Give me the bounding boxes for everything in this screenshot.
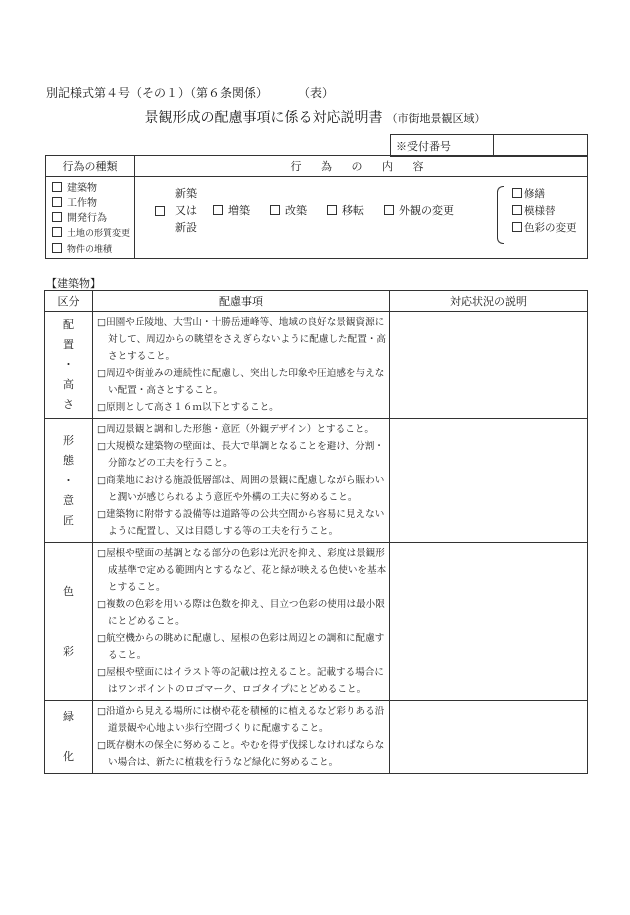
act-kind-header: 行為の種類 bbox=[46, 156, 135, 177]
response-cell[interactable] bbox=[390, 419, 588, 543]
row-form-design bbox=[45, 419, 588, 543]
consideration-item: □田園や丘陵地、大雪山・十勝岳連峰等、地域の良好な景観資源に対して、周辺からの眺望をさえぎらないように配慮した配置・高さとすること。 bbox=[97, 317, 387, 362]
front-side-label: （表） bbox=[298, 86, 335, 100]
act-content-header: 行 為 の 内 容 bbox=[135, 156, 588, 177]
sub-act-color-change[interactable]: 色彩の変更 bbox=[512, 220, 577, 237]
checkbox[interactable] bbox=[52, 182, 62, 192]
form-number-line bbox=[46, 84, 334, 101]
checkbox[interactable] bbox=[52, 197, 62, 207]
response-cell[interactable] bbox=[390, 543, 588, 701]
act-kind-table bbox=[45, 155, 588, 259]
consideration-item: □大規模な建築物の壁面は、長大で単調となることを避け、分割・分節などの工夫を行うこと。 bbox=[97, 441, 384, 469]
checkbox[interactable] bbox=[327, 205, 337, 215]
sub-act-remodel[interactable]: 模様替 bbox=[512, 203, 577, 220]
receipt-label: ※受付番号 bbox=[391, 135, 494, 157]
bracket-decoration bbox=[497, 186, 504, 244]
kind-building[interactable]: 建築物 bbox=[52, 181, 134, 196]
checkbox[interactable] bbox=[213, 205, 223, 215]
response-cell[interactable] bbox=[390, 701, 588, 774]
row-greening bbox=[45, 701, 588, 774]
category-cell: 色 彩 bbox=[45, 543, 93, 701]
title-sub: （市街地景観区域） bbox=[386, 112, 486, 125]
response-cell[interactable] bbox=[390, 312, 588, 419]
sub-act-repair[interactable]: 修繕 bbox=[512, 186, 577, 203]
act-kind-cell bbox=[46, 177, 135, 259]
category-cell: 緑 化 bbox=[45, 701, 93, 774]
title-main: 景観形成の配慮事項に係る対応説明書 bbox=[144, 110, 383, 126]
kind-land-change[interactable]: 土地の形質変更 bbox=[52, 226, 134, 242]
consideration-item: □原則として高さ１６ｍ以下とすること。 bbox=[97, 402, 279, 413]
act-appearance-change[interactable]: 外観の変更 bbox=[384, 202, 454, 218]
checkbox[interactable] bbox=[512, 205, 522, 215]
header-response: 対応状況の説明 bbox=[390, 291, 588, 312]
form-number: 別記様式第４号（その１）（第６条関係） bbox=[46, 86, 269, 100]
category-cell: 配 置 ・ 高 さ bbox=[45, 312, 93, 419]
header-considerations: 配慮事項 bbox=[93, 291, 390, 312]
sub-act-list bbox=[508, 186, 577, 237]
section-label: 【建築物】 bbox=[46, 277, 101, 290]
consideration-item: □沿道から見える場所には樹や花を積極的に植えるなど彩りある沿道景観や心地よい歩行空間づくりに配慮すること。 bbox=[97, 706, 385, 734]
considerations-cell bbox=[93, 701, 390, 774]
consideration-item: □商業地における施設低層部は、周囲の景観に配慮しながら賑わいと潤いが感じられるよう意匠や外構の工夫に努めること。 bbox=[97, 475, 385, 503]
checkbox[interactable] bbox=[512, 188, 522, 198]
checkbox[interactable] bbox=[512, 222, 522, 232]
considerations-cell bbox=[93, 312, 390, 419]
receipt-number-box bbox=[390, 134, 588, 157]
kind-development[interactable]: 開発行為 bbox=[52, 211, 134, 226]
act-content-cell bbox=[135, 177, 588, 259]
consideration-item: □航空機からの眺めに配慮し、屋根の色彩は周辺との調和に配慮すること。 bbox=[97, 633, 385, 661]
consideration-table bbox=[44, 290, 588, 774]
receipt-value-field[interactable] bbox=[494, 135, 588, 157]
row-color bbox=[45, 543, 588, 701]
kind-accumulation[interactable]: 物件の堆積 bbox=[52, 242, 134, 258]
consideration-item: □屋根や壁面にはイラスト等の記載は控えること。記載する場合にはワンポイントのロゴマーク、ロゴタイプにとどめること。 bbox=[97, 667, 384, 695]
act-new-checkbox[interactable] bbox=[155, 206, 165, 216]
considerations-cell bbox=[93, 419, 390, 543]
consideration-item: □屋根や壁面の基調となる部分の色彩は光沢を抑え、彩度は景観形成基準で定める範囲内とするなど、花と緑が映える色使いを基本とすること。 bbox=[97, 548, 387, 593]
considerations-cell bbox=[93, 543, 390, 701]
document-title bbox=[0, 107, 630, 127]
checkbox[interactable] bbox=[270, 205, 280, 215]
checkbox[interactable] bbox=[52, 212, 62, 222]
kind-structure[interactable]: 工作物 bbox=[52, 196, 134, 211]
checkbox[interactable] bbox=[384, 205, 394, 215]
header-category: 区分 bbox=[45, 291, 93, 312]
checkbox[interactable] bbox=[52, 227, 62, 237]
act-rebuild[interactable]: 改築 bbox=[270, 202, 307, 218]
consideration-item: □複数の色彩を用いる際は色数を抑え、目立つ色彩の使用は最小限にとどめること。 bbox=[97, 599, 385, 627]
consideration-item: □既存樹木の保全に努めること。やむを得ず伐採しなければならない場合は、新たに植栽を行うなど緑化に努めること。 bbox=[97, 740, 385, 768]
act-relocation[interactable]: 移転 bbox=[327, 202, 364, 218]
row-placement-height bbox=[45, 312, 588, 419]
consideration-item: □周辺景観と調和した形態・意匠（外観デザイン）とすること。 bbox=[97, 424, 375, 435]
category-cell: 形 態 ・ 意 匠 bbox=[45, 419, 93, 543]
act-extension[interactable]: 増築 bbox=[213, 202, 250, 218]
consideration-item: □周辺や街並みの連続性に配慮し、突出した印象や圧迫感を与えない配置・高さとすること。 bbox=[97, 368, 385, 396]
checkbox[interactable] bbox=[52, 243, 62, 253]
act-new-label: 新築 又は 新設 bbox=[175, 187, 197, 234]
consideration-item: □建築物に附帯する設備等は道路等の公共空間から容易に見えないように配置し、又は目隠しする等の工夫を行うこと。 bbox=[97, 509, 385, 537]
